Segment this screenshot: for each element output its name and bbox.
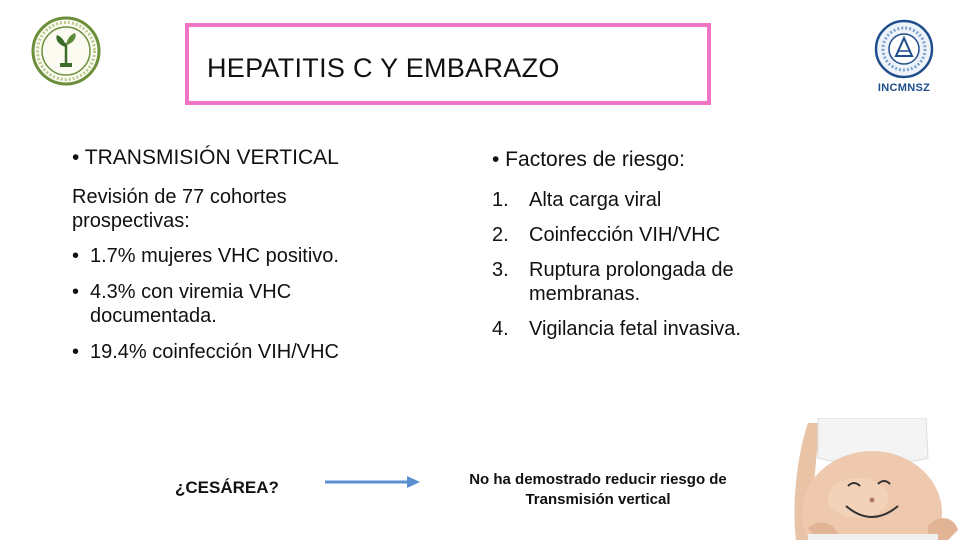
- conclusion-text: [438, 470, 758, 510]
- left-institution-logo: [30, 15, 102, 87]
- title-box: [185, 23, 711, 105]
- list-item: 3. Ruptura prolongada de membranas.: [492, 259, 734, 305]
- left-bullet-list: [72, 244, 412, 376]
- slide-title: HEPATITIS C Y EMBARAZO: [207, 53, 560, 83]
- bullet-icon: •: [72, 245, 80, 267]
- right-institution-logo: [868, 18, 940, 102]
- pregnant-belly-photo: [778, 418, 960, 540]
- list-item: • 19.4% coinfección VIH/VHC: [72, 341, 340, 363]
- list-item: 1. Alta carga viral: [492, 189, 662, 211]
- risk-factor-list: [492, 188, 812, 352]
- right-heading: • Factores de riesgo:: [492, 148, 685, 171]
- right-logo-label: INCMNSZ: [877, 82, 931, 94]
- conclusion-line-1: No ha demostrado reducir riesgo de: [469, 471, 727, 488]
- list-item: 4. Vigilancia fetal invasiva.: [492, 318, 741, 340]
- list-item: • 4.3% con viremia VHC documentada.: [72, 281, 292, 327]
- left-intro-text: Revisión de 77 cohortes prospectivas:: [72, 186, 287, 232]
- right-arrow-icon: [325, 475, 420, 489]
- bullet-icon: •: [72, 341, 80, 363]
- cesarea-question: ¿CESÁREA?: [175, 478, 279, 497]
- conclusion-line-2: Transmisión vertical: [525, 491, 671, 508]
- list-item: 2. Coinfección VIH/VHC: [492, 224, 721, 246]
- list-item: • 1.7% mujeres VHC positivo.: [72, 245, 339, 267]
- left-heading: • TRANSMISIÓN VERTICAL: [72, 146, 339, 169]
- bullet-icon: •: [72, 281, 80, 303]
